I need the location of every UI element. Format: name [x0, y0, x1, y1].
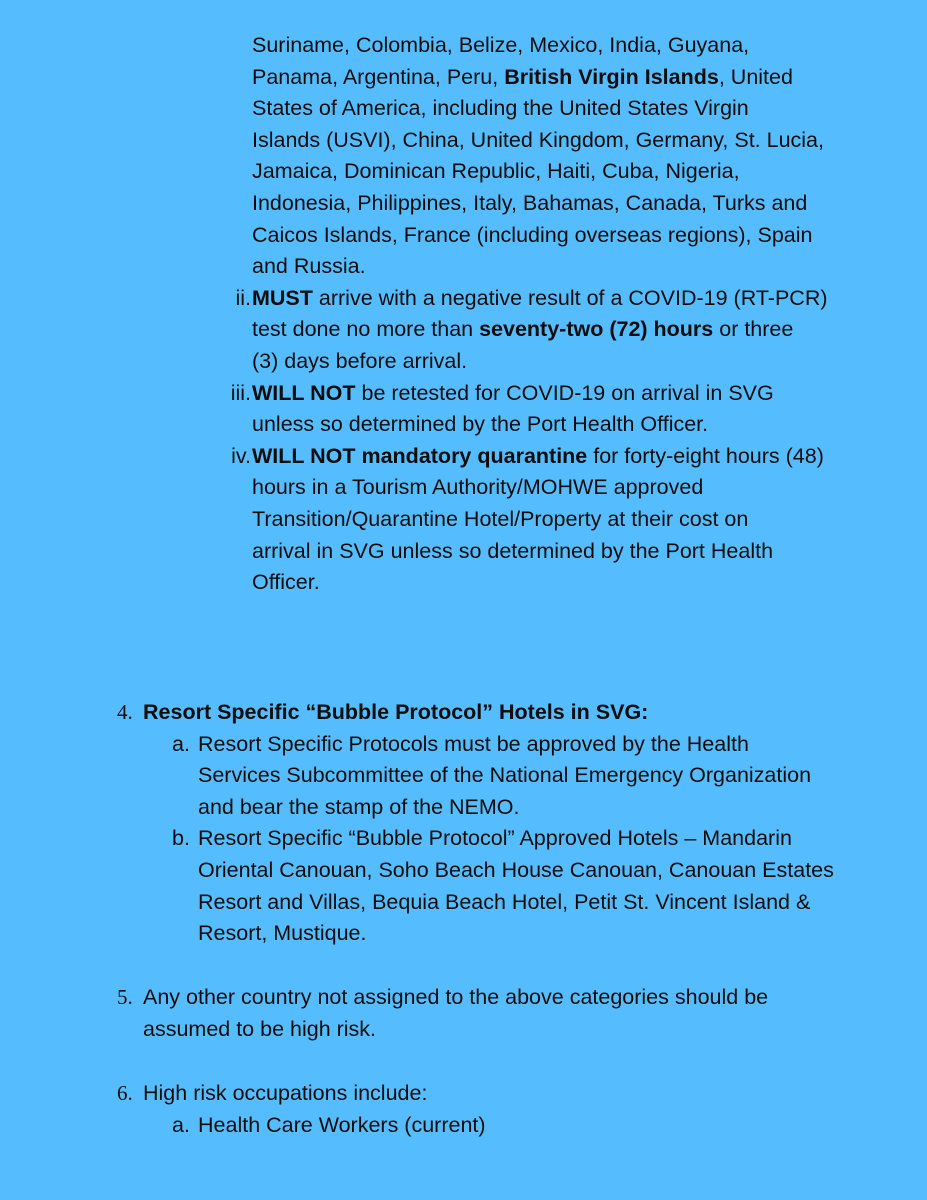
section-5-number: 5. — [117, 985, 133, 1009]
section-4-number: 4. — [117, 700, 133, 724]
bold-text: WILL NOT mandatory quarantine — [252, 443, 588, 468]
list-item-line — [252, 536, 824, 568]
text-run: Caicos Islands, France (including overseas regions), Spain — [252, 222, 813, 247]
text-run: hours in a Tourism Authority/MOHWE approved — [252, 475, 704, 500]
country-list-line — [252, 62, 824, 94]
text-run: Transition/Quarantine Hotel/Property at their cost on — [252, 506, 749, 531]
list-item-line — [252, 378, 774, 410]
list-item — [198, 729, 811, 824]
list-item-line — [252, 409, 774, 441]
section-4-heading: Resort Specific “Bubble Protocol” Hotels in SVG: — [143, 700, 649, 724]
list-marker: a. — [172, 731, 190, 756]
country-list-line — [252, 220, 824, 252]
bold-text: MUST — [252, 285, 313, 310]
country-list-line — [252, 156, 824, 188]
country-list-line — [252, 251, 824, 283]
list-item-line: Resort Specific Protocols must be approved by the Health — [198, 731, 749, 756]
text-run: Islands (USVI), China, United Kingdom, Germany, St. Lucia, — [252, 127, 824, 152]
text-run: test done no more than — [252, 317, 480, 342]
text-run: (3) days before arrival. — [252, 348, 468, 373]
bold-text: WILL NOT — [252, 380, 356, 405]
bold-text: British Virgin Islands — [504, 64, 719, 89]
text-run: Indonesia, Philippines, Italy, Bahamas, Canada, Turks and — [252, 190, 808, 215]
country-list-continuation — [252, 30, 824, 283]
list-item-line: Resort, Mustique. — [198, 921, 367, 946]
text-run: arrival in SVG unless so determined by the Port Health — [252, 538, 774, 563]
list-item-line: Oriental Canouan, Soho Beach House Canouan, Canouan Estates — [198, 857, 834, 882]
list-item — [198, 823, 834, 949]
list-item-line — [252, 283, 828, 315]
text-run: Officer. — [252, 570, 320, 595]
list-item-line: Resort and Villas, Bequia Beach Hotel, Petit St. Vincent Island & — [198, 889, 811, 914]
country-list-line — [252, 125, 824, 157]
section-6-heading: High risk occupations include: — [143, 1081, 428, 1105]
list-item-line — [252, 504, 824, 536]
text-run: Suriname, Colombia, Belize, Mexico, India, Guyana, — [252, 33, 750, 57]
list-item-line — [252, 472, 824, 504]
list-item-line: and bear the stamp of the NEMO. — [198, 794, 520, 819]
country-list-line — [252, 93, 824, 125]
country-list-line — [252, 30, 824, 62]
text-run: States of America, including the United States Virgin — [252, 96, 749, 121]
section-5-line: Any other country not assigned to the above categories should be — [143, 985, 769, 1009]
list-item-line — [252, 314, 828, 346]
bold-text: seventy-two (72) hours — [479, 317, 714, 342]
list-item-line — [252, 567, 824, 599]
text-run: Jamaica, Dominican Republic, Haiti, Cuba, Nigeria, — [252, 159, 740, 184]
list-marker: iii. — [230, 380, 251, 405]
section-6-number: 6. — [117, 1081, 133, 1105]
list-item-line: Resort Specific “Bubble Protocol” Approved Hotels – Mandarin — [198, 826, 792, 851]
list-marker: iv. — [231, 443, 251, 468]
list-item-line: Services Subcommittee of the National Emergency Organization — [198, 763, 812, 788]
text-run: , United — [718, 64, 793, 89]
list-marker: ii. — [235, 285, 251, 310]
text-run: arrive with a negative result of a COVID-19 (RT-PCR) — [312, 285, 828, 310]
list-marker: a. — [172, 1112, 190, 1137]
section-5-line: assumed to be high risk. — [143, 1016, 377, 1041]
text-run: for forty-eight hours (48) — [587, 443, 824, 468]
text-run: or three — [713, 317, 794, 342]
text-run: unless so determined by the Port Health Officer. — [252, 412, 709, 437]
list-item-line — [252, 346, 828, 378]
list-marker: b. — [172, 826, 190, 851]
country-list-line — [252, 188, 824, 220]
list-item-text: Health Care Workers (current) — [198, 1112, 486, 1137]
text-run: Panama, Argentina, Peru, — [252, 64, 505, 89]
text-run: be retested for COVID-19 on arrival in SVG — [355, 380, 774, 405]
list-item-line — [252, 441, 824, 473]
text-run: and Russia. — [252, 254, 366, 279]
